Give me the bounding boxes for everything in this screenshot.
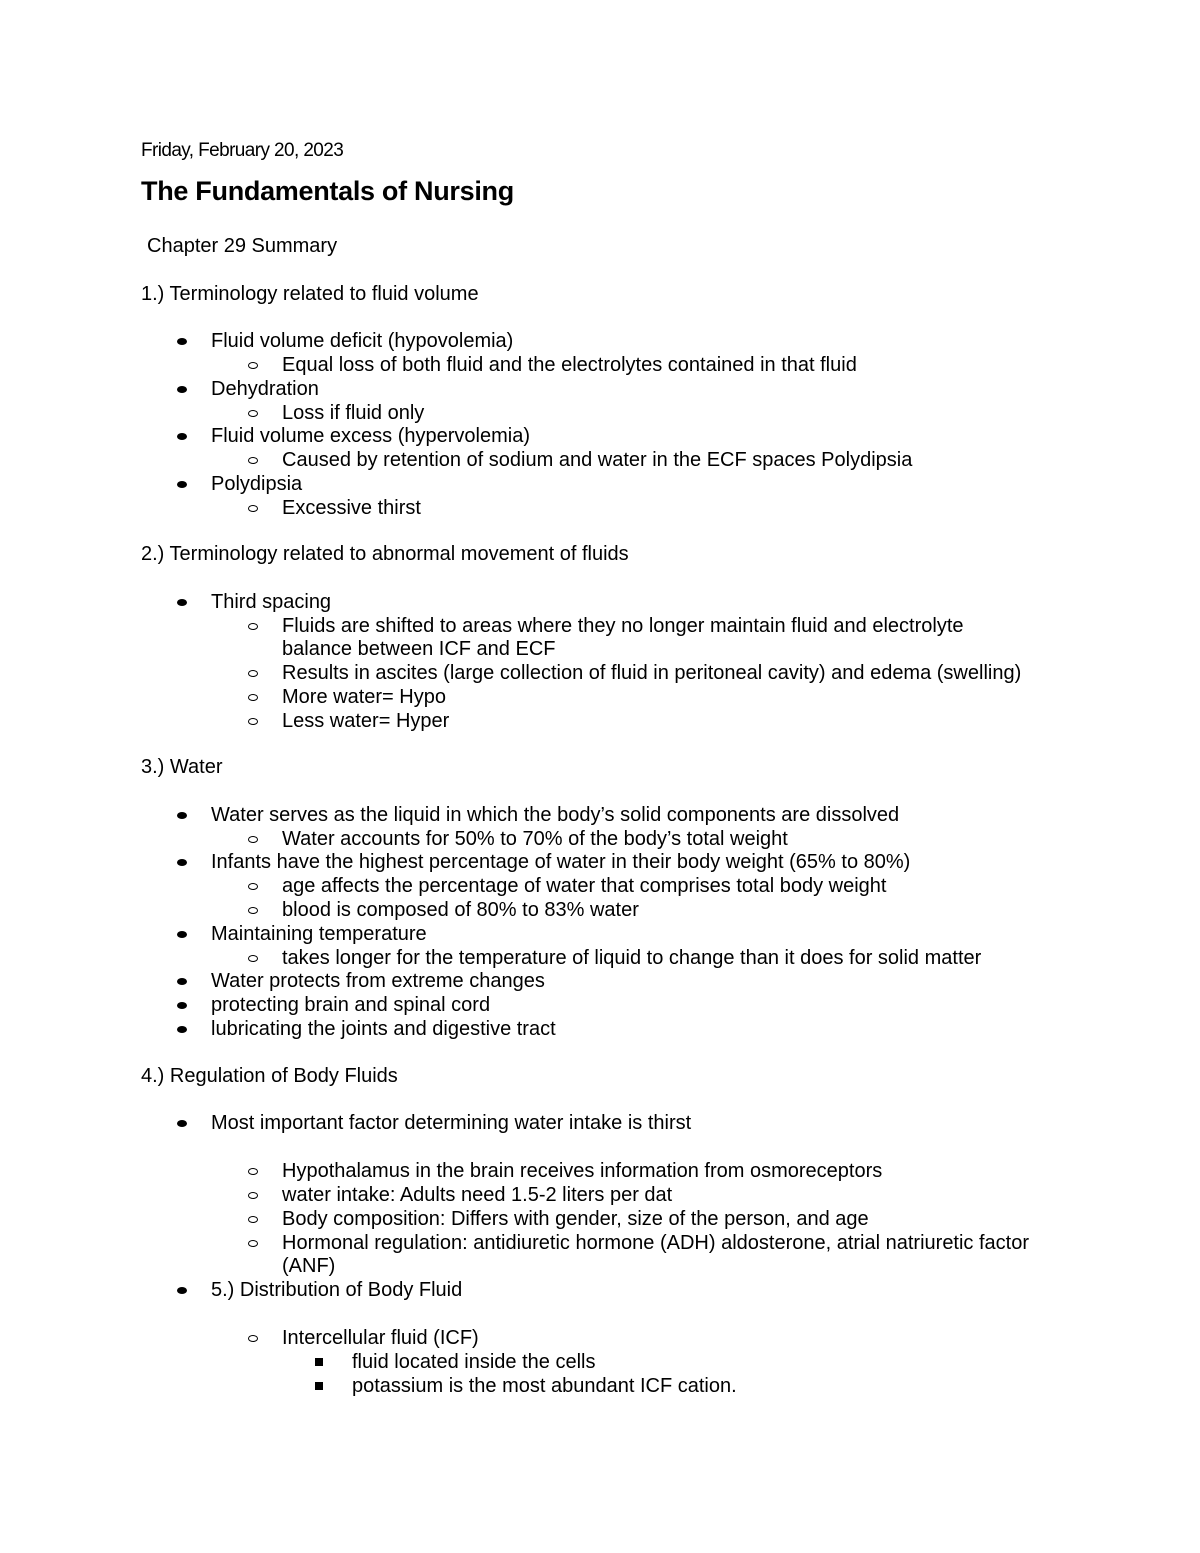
section-heading: 2.) Terminology related to abnormal movement of fluids: [141, 543, 629, 565]
list-item: [282, 947, 981, 971]
bullet-dot-icon: [177, 978, 187, 985]
list-item-text: Maintaining temperature: [211, 923, 427, 945]
list-item-text: Equal loss of both fluid and the electrolytes contained in that fluid: [282, 354, 857, 376]
section-heading: 3.) Water: [141, 756, 223, 778]
list-item: [282, 1232, 1029, 1256]
list-item: [282, 662, 1021, 686]
list-item: [211, 970, 545, 994]
list-item-text: lubricating the joints and digestive tract: [211, 1018, 556, 1040]
bullet-circle-icon: [248, 836, 258, 843]
bullet-circle-icon: [248, 1192, 258, 1199]
bullet-dot-icon: [177, 599, 187, 606]
list-item-text: protecting brain and spinal cord: [211, 994, 491, 1016]
list-item-text: Most important factor determining water intake is thirst: [211, 1112, 692, 1134]
list-item: [282, 449, 912, 473]
list-item: [282, 710, 449, 734]
list-item: [211, 473, 302, 497]
bullet-dot-icon: [177, 931, 187, 938]
section-heading: 1.) Terminology related to fluid volume: [141, 283, 479, 305]
list-item-text: Intercellular fluid (ICF): [282, 1327, 479, 1349]
list-item-text: 5.) Distribution of Body Fluid: [211, 1279, 463, 1301]
bullet-circle-icon: [248, 883, 258, 890]
list-item-text: Dehydration: [211, 378, 319, 400]
bullet-circle-icon: [248, 457, 258, 464]
bullet-dot-icon: [177, 433, 187, 440]
list-item-text: potassium is the most abundant ICF cation.: [352, 1375, 737, 1397]
list-item: [352, 1375, 737, 1399]
list-item-text: Fluid volume deficit (hypovolemia): [211, 330, 514, 352]
list-item-text: Less water= Hyper: [282, 710, 450, 732]
list-item-text: Third spacing: [211, 591, 332, 613]
list-item: [211, 804, 899, 828]
list-item-text: Caused by retention of sodium and water in the ECF spaces Polydipsia: [282, 449, 913, 471]
bullet-circle-icon: [248, 505, 258, 512]
list-item: [282, 875, 886, 899]
bullet-dot-icon: [177, 481, 187, 488]
list-item-text: Results in ascites (large collection of fluid in peritoneal cavity) and edema (swelling): [282, 662, 1022, 684]
list-item: [282, 899, 639, 923]
list-item-text: age affects the percentage of water that comprises total body weight: [282, 875, 887, 897]
list-item-text: Loss if fluid only: [282, 402, 425, 424]
list-item-text: Body composition: Differs with gender, size of the person, and age: [282, 1208, 869, 1230]
list-item-text: (ANF): [282, 1255, 336, 1277]
document-subtitle: Chapter 29 Summary: [147, 235, 338, 257]
list-item: [282, 354, 857, 378]
list-item: [282, 1327, 479, 1351]
list-item: [282, 1184, 672, 1208]
bullet-square-icon: [315, 1382, 323, 1390]
list-item: [282, 497, 421, 521]
section-heading: 4.) Regulation of Body Fluids: [141, 1065, 398, 1087]
list-item: [211, 1279, 462, 1303]
list-item: [282, 1208, 869, 1232]
list-item-text: Water serves as the liquid in which the body’s solid components are dissolved: [211, 804, 900, 826]
list-item-text: Infants have the highest percentage of water in their body weight (65% to 80%): [211, 851, 911, 873]
document-date: Friday, February 20, 2023: [141, 140, 344, 161]
list-item-text: More water= Hypo: [282, 686, 446, 708]
bullet-dot-icon: [177, 859, 187, 866]
bullet-circle-icon: [248, 670, 258, 677]
bullet-dot-icon: [177, 812, 187, 819]
list-item-text: balance between ICF and ECF: [282, 638, 556, 660]
list-item-text: Water accounts for 50% to 70% of the body’s total weight: [282, 828, 788, 850]
list-item-text: Excessive thirst: [282, 497, 421, 519]
list-item-text: Hypothalamus in the brain receives information from osmoreceptors: [282, 1160, 883, 1182]
bullet-circle-icon: [248, 694, 258, 701]
list-item: [211, 1018, 556, 1042]
list-item: [282, 828, 788, 852]
list-item: [282, 615, 964, 639]
list-item: [211, 425, 530, 449]
list-item-text: Fluid volume excess (hypervolemia): [211, 425, 531, 447]
bullet-circle-icon: [248, 955, 258, 962]
bullet-circle-icon: [248, 907, 258, 914]
list-item: [211, 330, 513, 354]
list-item-text: Hormonal regulation: antidiuretic hormone (ADH) aldosterone, atrial natriuretic factor: [282, 1232, 1030, 1254]
document-title: The Fundamentals of Nursing: [141, 176, 514, 206]
list-item-text: takes longer for the temperature of liquid to change than it does for solid matter: [282, 947, 982, 969]
bullet-dot-icon: [177, 338, 187, 345]
list-item: [282, 402, 424, 426]
list-item: [211, 994, 490, 1018]
list-item-text: water intake: Adults need 1.5-2 liters per dat: [282, 1184, 673, 1206]
bullet-circle-icon: [248, 362, 258, 369]
list-item-continuation: [282, 638, 556, 662]
bullet-circle-icon: [248, 1335, 258, 1342]
list-item: [211, 1112, 691, 1136]
bullet-circle-icon: [248, 1240, 258, 1247]
list-item: [352, 1351, 595, 1375]
bullet-dot-icon: [177, 1120, 187, 1127]
bullet-dot-icon: [177, 1002, 187, 1009]
bullet-circle-icon: [248, 623, 258, 630]
list-item: [211, 923, 427, 947]
list-item: [211, 851, 910, 875]
bullet-circle-icon: [248, 1216, 258, 1223]
list-item-text: Polydipsia: [211, 473, 303, 495]
bullet-dot-icon: [177, 1287, 187, 1294]
bullet-square-icon: [315, 1358, 323, 1366]
list-item-text: Fluids are shifted to areas where they no longer maintain fluid and electrolyte: [282, 615, 964, 637]
list-item: [282, 1160, 882, 1184]
bullet-circle-icon: [248, 1168, 258, 1175]
list-item-continuation: [282, 1255, 335, 1279]
list-item: [211, 591, 331, 615]
bullet-circle-icon: [248, 410, 258, 417]
bullet-circle-icon: [248, 718, 258, 725]
bullet-dot-icon: [177, 1026, 187, 1033]
list-item: [282, 686, 446, 710]
list-item-text: Water protects from extreme changes: [211, 970, 545, 992]
bullet-dot-icon: [177, 386, 187, 393]
list-item-text: blood is composed of 80% to 83% water: [282, 899, 639, 921]
list-item: [211, 378, 319, 402]
list-item-text: fluid located inside the cells: [352, 1351, 596, 1373]
